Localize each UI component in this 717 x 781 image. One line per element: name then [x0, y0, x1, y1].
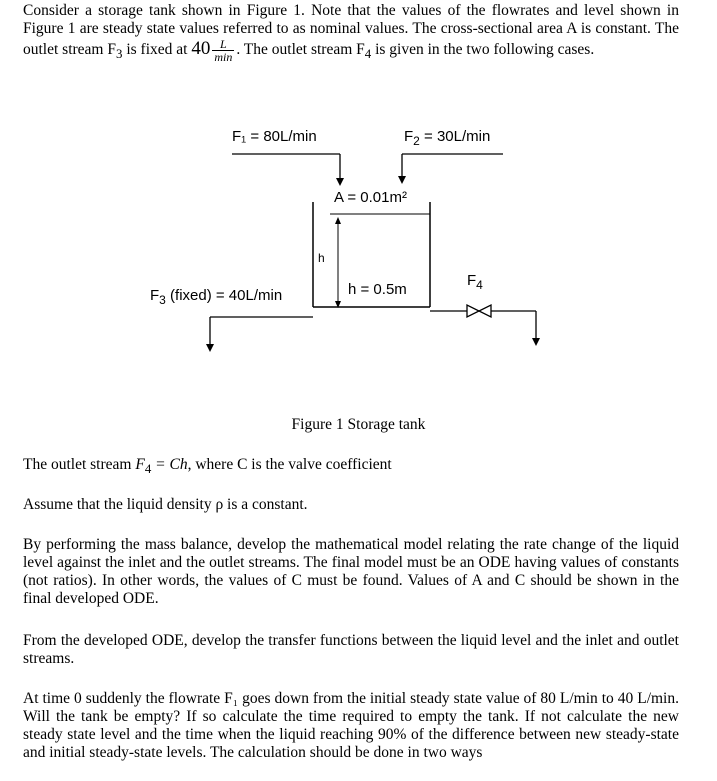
- valve-left-icon: [467, 305, 479, 317]
- f4-arrow-icon: [532, 338, 540, 346]
- h-label: h: [318, 251, 325, 265]
- f2-label: $F_2 = 30L/\min$: [404, 128, 491, 148]
- level-label: h = 0.5m: [348, 281, 407, 298]
- f3-arrow-icon: [206, 344, 214, 352]
- storage-tank-figure: [0, 110, 717, 410]
- valve-right-icon: [479, 305, 491, 317]
- figure-caption: Figure 1 Storage tank: [291, 416, 426, 433]
- f4-definition-paragraph: The outlet stream $F_4 = Ch$, where C is the valve coefficient: [23, 456, 392, 477]
- f3-label: $F_3$ (fixed) = 40L/min: [150, 287, 283, 307]
- transfer-function-paragraph: From the developed ODE, develop the transfer functions between the liquid level and the inlet and outlet streams.: [23, 632, 679, 667]
- intro-paragraph: Consider a storage tank shown in Figure 1. Note that the values of the flowrates and level shown in Figure 1 are steady state values referred to as nominal values. The cross-sectional area A is constant. The outlet stream $F_3$ is fixed at 40 $\frac{L}{\min}$ . The outlet stream $F_4$ is given in the two following cases.: [23, 2, 679, 64]
- mass-balance-paragraph: By performing the mass balance, develop the mathematical model relating the rate change of the liquid level against the inlet and the outlet streams. The final model must be an ODE having values of constants (not ratios). In other words, the values of C must be found. Values of A and C should be shown in the final developed ODE.: [23, 536, 679, 607]
- density-paragraph: Assume that the liquid density ρ is a constant.: [23, 496, 308, 513]
- step-change-paragraph: At time 0 suddenly the flowrate F₁ goes down from the initial steady state value of 80 L/min to 40 L/min. Will the tank be empty? If so calculate the time required to empty the tank. If not calculate the new steady state level and the time when the liquid reaching 90% of the difference between new steady-state and initial steady-state levels. The calculation should be done in two ways: [23, 690, 679, 761]
- units-fraction: $\frac{L}{\min}$: [214, 37, 233, 64]
- area-label: A = 0.01m²: [334, 189, 407, 206]
- f2-arrow-icon: [398, 176, 406, 184]
- level-arrow-up-icon: [335, 217, 341, 224]
- f1-arrow-icon: [336, 178, 344, 186]
- f1-label: F₁ = 80L/min: [232, 128, 317, 145]
- f4-label: $F_4$: [467, 272, 483, 292]
